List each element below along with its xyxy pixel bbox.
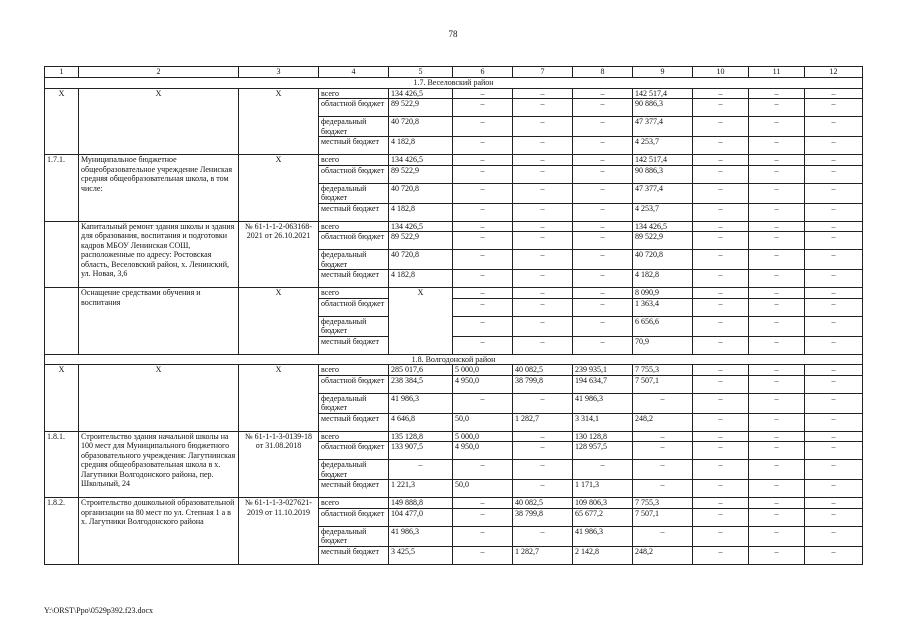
value-cell: – bbox=[693, 270, 749, 288]
value-cell: 3 425,5 bbox=[389, 546, 453, 564]
value-cell: 134 426,5 bbox=[633, 221, 693, 232]
value-cell: 70,9 bbox=[633, 336, 693, 354]
value-cell: 3 314,1 bbox=[573, 413, 633, 431]
value-cell: – bbox=[749, 298, 805, 316]
value-cell: 2 142,8 bbox=[573, 546, 633, 564]
value-cell: – bbox=[749, 203, 805, 221]
value-cell: – bbox=[573, 221, 633, 232]
value-cell: 50,0 bbox=[453, 480, 513, 498]
value-cell: – bbox=[693, 480, 749, 498]
value-cell: 248,2 bbox=[633, 546, 693, 564]
doc-number: Х bbox=[239, 155, 319, 222]
value-cell: 90 886,3 bbox=[633, 99, 693, 117]
value-cell: – bbox=[513, 431, 573, 442]
value-cell: – bbox=[749, 460, 805, 480]
value-cell: 238 384,5 bbox=[389, 375, 453, 393]
value-cell: – bbox=[693, 165, 749, 183]
budget-type-label: местный бюджет bbox=[319, 336, 389, 354]
value-cell: – bbox=[513, 288, 573, 299]
budget-type-label: областной бюджет bbox=[319, 232, 389, 250]
value-cell: – bbox=[513, 155, 573, 166]
value-cell: 142 517,4 bbox=[633, 88, 693, 99]
value-cell: – bbox=[805, 155, 863, 166]
value-cell: – bbox=[693, 365, 749, 376]
value-cell: – bbox=[805, 431, 863, 442]
value-cell: – bbox=[805, 270, 863, 288]
value-cell: – bbox=[573, 88, 633, 99]
table-row bbox=[45, 88, 863, 99]
table-row bbox=[45, 221, 863, 232]
object-name: Х bbox=[79, 88, 239, 155]
value-cell: – bbox=[573, 288, 633, 299]
value-cell: – bbox=[749, 288, 805, 299]
value-cell: – bbox=[573, 183, 633, 203]
table-row bbox=[45, 365, 863, 376]
budget-type-label: местный бюджет bbox=[319, 546, 389, 564]
budget-table bbox=[44, 66, 863, 565]
budget-type-label: местный бюджет bbox=[319, 480, 389, 498]
value-cell: – bbox=[453, 250, 513, 270]
value-cell: 47 377,4 bbox=[633, 117, 693, 137]
value-cell: 7 755,3 bbox=[633, 498, 693, 509]
budget-type-label: местный бюджет bbox=[319, 137, 389, 155]
value-cell: 40 082,5 bbox=[513, 365, 573, 376]
row-number: 1.7.1. bbox=[45, 155, 79, 222]
value-cell: 4 182,8 bbox=[633, 270, 693, 288]
budget-type-label: всего bbox=[319, 431, 389, 442]
value-cell: – bbox=[805, 99, 863, 117]
value-cell: 89 522,9 bbox=[633, 232, 693, 250]
value-cell: – bbox=[573, 99, 633, 117]
value-cell: – bbox=[749, 336, 805, 354]
header-cell: 2 bbox=[79, 67, 239, 78]
value-cell: – bbox=[749, 480, 805, 498]
value-cell: – bbox=[513, 137, 573, 155]
doc-number: Х bbox=[239, 88, 319, 155]
value-cell: 40 082,5 bbox=[513, 498, 573, 509]
value-cell: 128 957,5 bbox=[573, 442, 633, 460]
page-number: 78 bbox=[448, 29, 458, 39]
value-cell: – bbox=[805, 288, 863, 299]
value-cell: 1 221,3 bbox=[389, 480, 453, 498]
value-cell: 7 755,3 bbox=[633, 365, 693, 376]
budget-type-label: местный бюджет bbox=[319, 413, 389, 431]
value-cell: – bbox=[749, 165, 805, 183]
value-cell: – bbox=[453, 498, 513, 509]
value-cell: – bbox=[805, 117, 863, 137]
value-cell: – bbox=[513, 316, 573, 336]
row-number: Х bbox=[45, 365, 79, 432]
value-cell: – bbox=[693, 498, 749, 509]
value-cell: – bbox=[805, 413, 863, 431]
value-cell: – bbox=[693, 393, 749, 413]
value-cell: – bbox=[453, 203, 513, 221]
section-title-row bbox=[45, 354, 863, 365]
row-number: Х bbox=[45, 88, 79, 155]
value-cell: – bbox=[805, 393, 863, 413]
budget-type-label: местный бюджет bbox=[319, 203, 389, 221]
budget-type-label: всего bbox=[319, 221, 389, 232]
value-cell: – bbox=[453, 117, 513, 137]
value-cell: 1 363,4 bbox=[633, 298, 693, 316]
header-cell: 5 bbox=[389, 67, 453, 78]
value-cell: 194 634,7 bbox=[573, 375, 633, 393]
value-cell: – bbox=[805, 221, 863, 232]
value-cell: – bbox=[693, 298, 749, 316]
value-cell: – bbox=[453, 546, 513, 564]
value-cell: 5 000,0 bbox=[453, 431, 513, 442]
value-cell: – bbox=[749, 375, 805, 393]
value-cell: – bbox=[693, 88, 749, 99]
budget-type-label: областной бюджет bbox=[319, 508, 389, 526]
budget-type-label: всего bbox=[319, 88, 389, 99]
value-cell: 8 090,9 bbox=[633, 288, 693, 299]
value-cell: – bbox=[749, 99, 805, 117]
value-cell: – bbox=[573, 137, 633, 155]
value-cell: 1 171,3 bbox=[573, 480, 633, 498]
value-cell: – bbox=[693, 117, 749, 137]
value-cell: 109 806,3 bbox=[573, 498, 633, 509]
value-cell: – bbox=[805, 88, 863, 99]
value-cell: – bbox=[453, 316, 513, 336]
value-cell: – bbox=[453, 183, 513, 203]
value-cell: 134 426,5 bbox=[389, 221, 453, 232]
value-cell: – bbox=[805, 316, 863, 336]
section-title: 1.8. Волгодонской район bbox=[45, 354, 863, 365]
value-cell: 239 935,1 bbox=[573, 365, 633, 376]
value-cell: – bbox=[693, 336, 749, 354]
header-cell: 10 bbox=[693, 67, 749, 78]
value-cell: – bbox=[805, 336, 863, 354]
value-cell: – bbox=[513, 526, 573, 546]
budget-type-label: всего bbox=[319, 288, 389, 299]
value-cell: – bbox=[513, 298, 573, 316]
value-cell: 135 128,8 bbox=[389, 431, 453, 442]
value-cell: – bbox=[513, 203, 573, 221]
value-cell: 41 986,3 bbox=[573, 526, 633, 546]
value-cell: 41 986,3 bbox=[389, 526, 453, 546]
value-cell: – bbox=[749, 232, 805, 250]
value-cell: – bbox=[749, 155, 805, 166]
budget-type-label: всего bbox=[319, 155, 389, 166]
value-cell: – bbox=[453, 270, 513, 288]
header-cell: 4 bbox=[319, 67, 389, 78]
value-cell: – bbox=[749, 508, 805, 526]
value-cell: – bbox=[573, 203, 633, 221]
value-cell: 104 477,0 bbox=[389, 508, 453, 526]
header-cell: 7 bbox=[513, 67, 573, 78]
value-cell: – bbox=[453, 288, 513, 299]
doc-number: № 61-1-1-3-0139-18 от 31.08.2018 bbox=[239, 431, 319, 498]
value-cell: – bbox=[693, 413, 749, 431]
value-cell: – bbox=[513, 232, 573, 250]
value-cell: – bbox=[805, 183, 863, 203]
table-row bbox=[45, 431, 863, 442]
value-cell: – bbox=[693, 288, 749, 299]
value-cell: 4 253,7 bbox=[633, 137, 693, 155]
value-cell: – bbox=[693, 221, 749, 232]
value-cell: – bbox=[693, 137, 749, 155]
value-cell: – bbox=[693, 442, 749, 460]
value-cell: – bbox=[633, 480, 693, 498]
budget-type-label: местный бюджет bbox=[319, 270, 389, 288]
value-cell: – bbox=[389, 460, 453, 480]
value-cell: – bbox=[573, 298, 633, 316]
value-cell: – bbox=[633, 442, 693, 460]
value-cell: – bbox=[513, 460, 573, 480]
value-cell: 5 000,0 bbox=[453, 365, 513, 376]
budget-type-label: областной бюджет bbox=[319, 165, 389, 183]
value-cell: – bbox=[633, 460, 693, 480]
value-cell: 40 720,8 bbox=[389, 250, 453, 270]
object-name: Муниципальное бюджетное общеобразовательное учреждение Лениская средняя общеобразовательная школа, в том числе: bbox=[79, 155, 239, 222]
value-cell: – bbox=[693, 546, 749, 564]
value-cell: – bbox=[453, 460, 513, 480]
value-cell: 134 426,5 bbox=[389, 88, 453, 99]
value-cell: – bbox=[749, 393, 805, 413]
value-cell: – bbox=[805, 526, 863, 546]
value-cell: – bbox=[749, 183, 805, 203]
row-number bbox=[45, 288, 79, 355]
budget-type-label: областной бюджет bbox=[319, 99, 389, 117]
value-cell: 41 986,3 bbox=[573, 393, 633, 413]
value-cell: – bbox=[749, 526, 805, 546]
value-cell: – bbox=[513, 221, 573, 232]
value-cell: 65 677,2 bbox=[573, 508, 633, 526]
value-cell: – bbox=[749, 413, 805, 431]
header-cell: 6 bbox=[453, 67, 513, 78]
value-cell: – bbox=[453, 298, 513, 316]
value-cell: – bbox=[633, 526, 693, 546]
value-cell: – bbox=[749, 250, 805, 270]
value-cell: – bbox=[805, 375, 863, 393]
value-cell: 4 182,8 bbox=[389, 137, 453, 155]
doc-number: Х bbox=[239, 288, 319, 355]
value-cell: 4 182,8 bbox=[389, 270, 453, 288]
doc-number: № 61-1-1-3-027621-2019 от 11.10.2019 bbox=[239, 498, 319, 565]
value-cell: 1 282,7 bbox=[513, 413, 573, 431]
value-cell: 4 950,0 bbox=[453, 442, 513, 460]
value-cell: – bbox=[573, 270, 633, 288]
value-cell: – bbox=[805, 498, 863, 509]
value-cell: – bbox=[693, 250, 749, 270]
value-cell: – bbox=[749, 270, 805, 288]
value-cell: 142 517,4 bbox=[633, 155, 693, 166]
value-cell: – bbox=[749, 137, 805, 155]
value-cell: – bbox=[573, 232, 633, 250]
budget-type-label: федеральный бюджет bbox=[319, 460, 389, 480]
budget-type-label: областной бюджет bbox=[319, 442, 389, 460]
value-cell: – bbox=[633, 393, 693, 413]
value-cell: – bbox=[453, 88, 513, 99]
value-cell: – bbox=[573, 165, 633, 183]
object-name: Х bbox=[79, 365, 239, 432]
value-cell: – bbox=[573, 250, 633, 270]
object-name: Строительство дошкольной образовательной организации на 80 мест по ул. Степная 1 а в х. Лагутники Волгодонского района bbox=[79, 498, 239, 565]
value-cell: 41 986,3 bbox=[389, 393, 453, 413]
doc-number: Х bbox=[239, 365, 319, 432]
value-cell: 134 426,5 bbox=[389, 155, 453, 166]
value-cell: – bbox=[693, 155, 749, 166]
value-cell: – bbox=[573, 117, 633, 137]
budget-type-label: федеральный бюджет bbox=[319, 393, 389, 413]
value-cell: – bbox=[805, 165, 863, 183]
value-cell: – bbox=[573, 316, 633, 336]
value-cell: – bbox=[453, 232, 513, 250]
header-cell: 1 bbox=[45, 67, 79, 78]
value-cell: – bbox=[749, 316, 805, 336]
value-cell: – bbox=[513, 165, 573, 183]
value-cell: – bbox=[805, 546, 863, 564]
value-cell: – bbox=[513, 336, 573, 354]
value-cell: – bbox=[693, 316, 749, 336]
value-cell: 4 646,8 bbox=[389, 413, 453, 431]
value-cell: 40 720,8 bbox=[389, 183, 453, 203]
value-cell: – bbox=[693, 431, 749, 442]
value-cell: 7 507,1 bbox=[633, 375, 693, 393]
budget-type-label: всего bbox=[319, 365, 389, 376]
budget-type-label: областной бюджет bbox=[319, 298, 389, 316]
row-number: 1.8.1. bbox=[45, 431, 79, 498]
value-cell: – bbox=[633, 431, 693, 442]
value-cell: – bbox=[805, 508, 863, 526]
value-cell: – bbox=[749, 88, 805, 99]
header-cell: 9 bbox=[633, 67, 693, 78]
table-row bbox=[45, 498, 863, 509]
value-cell: 285 017,6 bbox=[389, 365, 453, 376]
value-cell: – bbox=[749, 365, 805, 376]
footer-path: Y:\ORST\Ppo\0529p392.f23.docx bbox=[44, 606, 154, 615]
value-cell: – bbox=[453, 508, 513, 526]
value-cell: 7 507,1 bbox=[633, 508, 693, 526]
value-cell: – bbox=[453, 221, 513, 232]
value-cell: – bbox=[513, 270, 573, 288]
budget-type-label: федеральный бюджет bbox=[319, 117, 389, 137]
value-cell: 40 720,8 bbox=[633, 250, 693, 270]
value-cell: – bbox=[749, 431, 805, 442]
budget-type-label: областной бюджет bbox=[319, 375, 389, 393]
value-cell: – bbox=[693, 508, 749, 526]
value-cell: – bbox=[453, 393, 513, 413]
value-cell: – bbox=[693, 375, 749, 393]
value-cell: – bbox=[513, 480, 573, 498]
value-cell: 47 377,4 bbox=[633, 183, 693, 203]
value-cell: – bbox=[693, 526, 749, 546]
header-cell: 12 bbox=[805, 67, 863, 78]
object-name: Оснащение средствами обучения и воспитания bbox=[79, 288, 239, 355]
value-cell: – bbox=[749, 498, 805, 509]
value-cell: – bbox=[453, 99, 513, 117]
value-cell: – bbox=[693, 203, 749, 221]
value-cell: – bbox=[805, 365, 863, 376]
value-cell: – bbox=[749, 117, 805, 137]
value-cell: 38 799,8 bbox=[513, 508, 573, 526]
budget-type-label: федеральный бюджет bbox=[319, 316, 389, 336]
value-cell: – bbox=[513, 88, 573, 99]
value-cell: 90 886,3 bbox=[633, 165, 693, 183]
budget-type-label: всего bbox=[319, 498, 389, 509]
value-cell: 50,0 bbox=[453, 413, 513, 431]
value-cell: – bbox=[805, 460, 863, 480]
value-cell: 130 128,8 bbox=[573, 431, 633, 442]
value-cell: – bbox=[513, 117, 573, 137]
budget-type-label: федеральный бюджет bbox=[319, 183, 389, 203]
section-title-row bbox=[45, 78, 863, 89]
value-cell: – bbox=[513, 250, 573, 270]
header-cell: 3 bbox=[239, 67, 319, 78]
value-cell: 248,2 bbox=[633, 413, 693, 431]
value-cell: – bbox=[805, 232, 863, 250]
section-title: 1.7. Веселовский район bbox=[45, 78, 863, 89]
value-cell: – bbox=[693, 99, 749, 117]
value-cell: – bbox=[805, 250, 863, 270]
value-cell: – bbox=[513, 393, 573, 413]
value-cell: 4 950,0 bbox=[453, 375, 513, 393]
value-cell: – bbox=[805, 298, 863, 316]
value-cell: 89 522,9 bbox=[389, 99, 453, 117]
value-cell: – bbox=[453, 137, 513, 155]
value-cell: – bbox=[453, 526, 513, 546]
value-cell: 149 888,8 bbox=[389, 498, 453, 509]
value-cell: – bbox=[693, 232, 749, 250]
table-row bbox=[45, 155, 863, 166]
value-cell: – bbox=[573, 460, 633, 480]
object-name: Строительство здания начальной школы на 100 мест для Муниципального бюджетного образовательного учреждения: Лагутнинская средняя общеобразовательная школа в х. Лагутники Волгодонского района, пер. Школьный, 24 bbox=[79, 431, 239, 498]
doc-number: № 61-1-1-2-063168-2021 от 26.10.2021 bbox=[239, 221, 319, 288]
value-cell: 4 182,8 bbox=[389, 203, 453, 221]
value-cell: – bbox=[805, 137, 863, 155]
header-cell: 8 bbox=[573, 67, 633, 78]
value-cell: – bbox=[573, 336, 633, 354]
value-cell: 133 907,5 bbox=[389, 442, 453, 460]
value-cell: – bbox=[513, 99, 573, 117]
value-cell: – bbox=[513, 183, 573, 203]
value-cell: – bbox=[749, 546, 805, 564]
value-cell: – bbox=[453, 336, 513, 354]
value-cell: – bbox=[749, 442, 805, 460]
object-name: Капитальный ремонт здания школы и здания для образования, воспитания и подготовки кадров МБОУ Ленинская СОШ, расположенные по адресу: Ростовская область, Веселовский район, х. Ленинский, ул. Новая, 3,6 bbox=[79, 221, 239, 288]
budget-type-label: федеральный бюджет bbox=[319, 526, 389, 546]
table-row bbox=[45, 288, 863, 299]
header-row bbox=[45, 67, 863, 78]
value-cell: – bbox=[805, 480, 863, 498]
value-cell: 89 522,9 bbox=[389, 232, 453, 250]
row-number: 1.8.2. bbox=[45, 498, 79, 565]
value-cell: – bbox=[453, 165, 513, 183]
row-number bbox=[45, 221, 79, 288]
value-cell: 40 720,8 bbox=[389, 117, 453, 137]
header-cell: 11 bbox=[749, 67, 805, 78]
value-cell: – bbox=[693, 460, 749, 480]
value-cell: 6 656,6 bbox=[633, 316, 693, 336]
value-cell: – bbox=[513, 442, 573, 460]
value-cell: – bbox=[573, 155, 633, 166]
budget-type-label: федеральный бюджет bbox=[319, 250, 389, 270]
value-cell: 1 282,7 bbox=[513, 546, 573, 564]
value-cell: 38 799,8 bbox=[513, 375, 573, 393]
value-cell: 4 253,7 bbox=[633, 203, 693, 221]
value-cell: – bbox=[805, 442, 863, 460]
value-cell: 89 522,9 bbox=[389, 165, 453, 183]
value-cell: – bbox=[453, 155, 513, 166]
merged-value-cell: Х bbox=[389, 288, 453, 355]
value-cell: – bbox=[693, 183, 749, 203]
value-cell: – bbox=[749, 221, 805, 232]
value-cell: – bbox=[805, 203, 863, 221]
